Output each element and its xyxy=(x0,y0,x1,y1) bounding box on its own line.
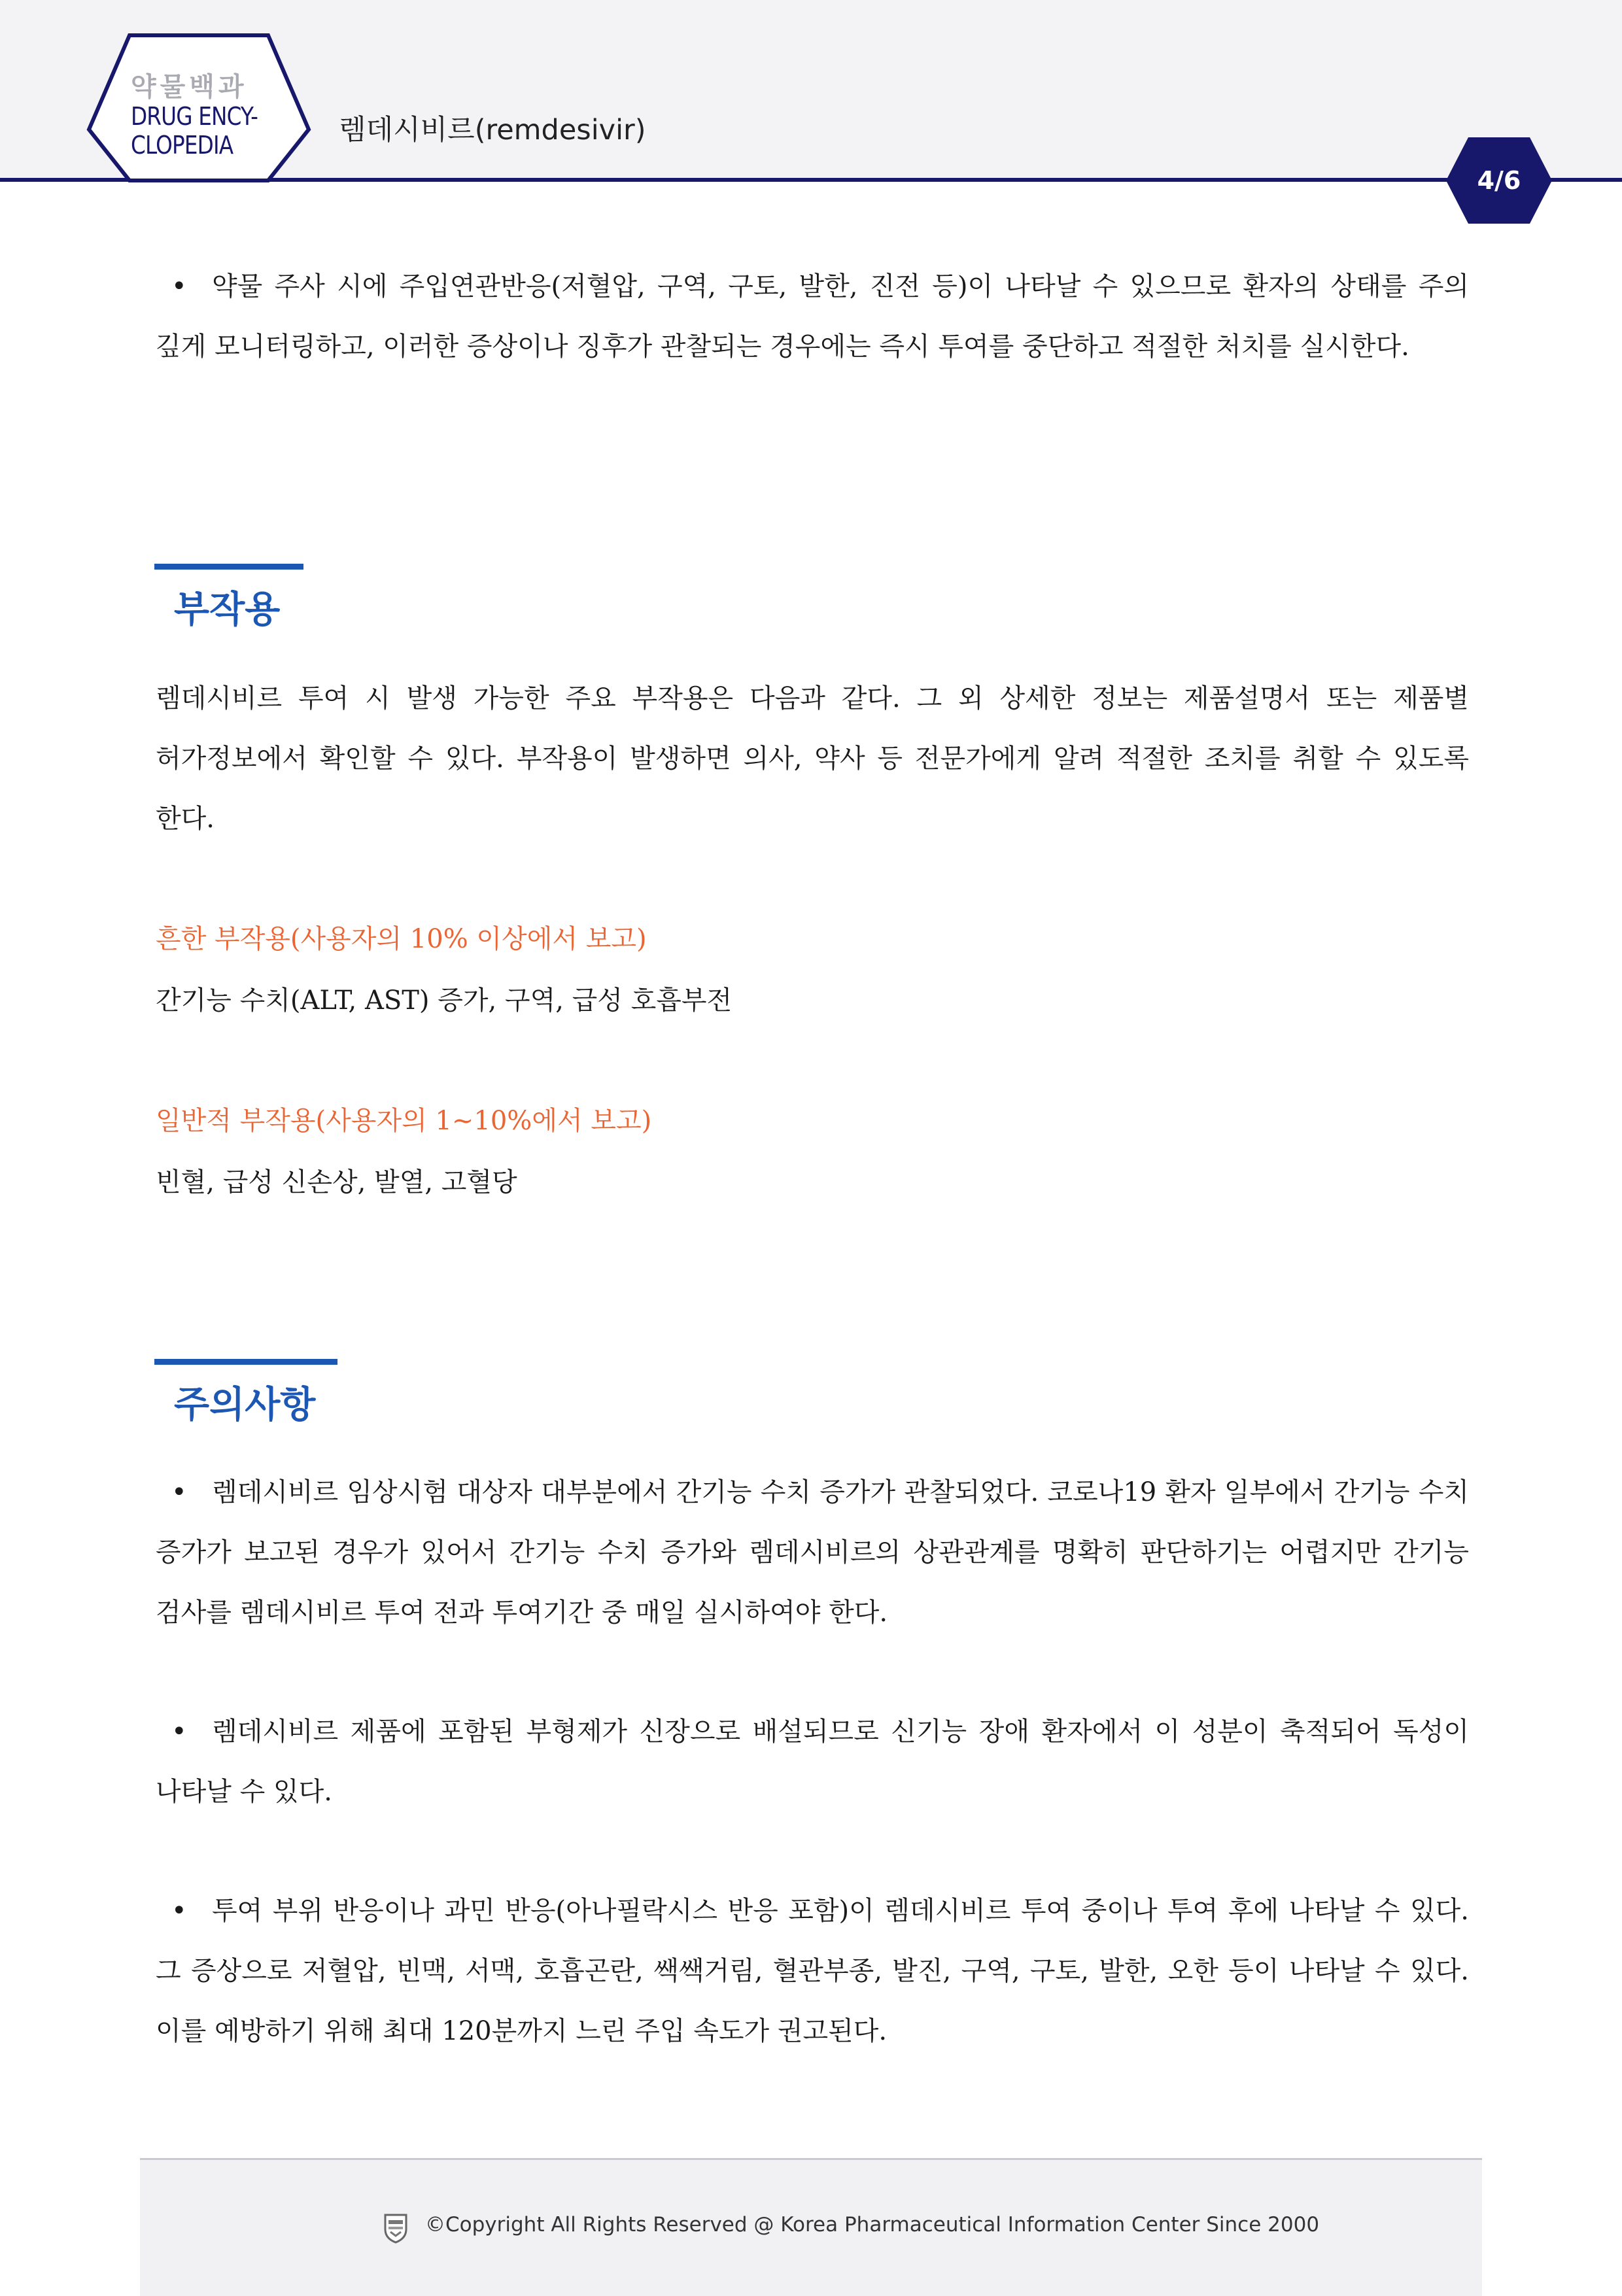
precaution-text: 렘데시비르 제품에 포함된 부형제가 신장으로 배설되므로 신기능 장애 환자에서 이 성분이 축적되어 독성이 나타날 수 있다. xyxy=(156,1717,1469,1807)
section-title-side-effects: 부작용 xyxy=(174,589,281,631)
logo-korean-text: 약물백과 xyxy=(131,72,248,102)
section-bar-precautions xyxy=(154,1359,337,1365)
common-side-effects-list: 간기능 수치(ALT, AST) 증가, 구역, 급성 호흡부전 xyxy=(156,985,733,1016)
precaution-item xyxy=(156,1702,1469,1822)
document-title: 렘데시비르(remdesivir) xyxy=(339,114,646,146)
common-side-effects-heading: 흔한 부작용(사용자의 10% 이상에서 보고) xyxy=(156,924,647,954)
logo-english-line2: CLOPEDIA xyxy=(131,131,233,160)
page-indicator: 4/6 xyxy=(1477,166,1521,195)
shield-crest-icon xyxy=(383,2212,409,2244)
intro-text: 약물 주사 시에 주입연관반응(저혈압, 구역, 구토, 발한, 진전 등)이 나타날 수 있으므로 환자의 상태를 주의 깊게 모니터링하고, 이러한 증상이나 징후가 관찰되는 경우에는 즉시 투여를 중단하고 적절한 처치를 실시한다. xyxy=(156,271,1469,362)
bullet-icon: • xyxy=(171,271,187,301)
general-side-effects-heading: 일반적 부작용(사용자의 1~10%에서 보고) xyxy=(156,1106,652,1136)
bullet-icon: • xyxy=(171,1717,187,1747)
intro-paragraph xyxy=(156,256,1469,377)
section-bar-side-effects xyxy=(154,564,303,570)
bullet-icon: • xyxy=(171,1477,187,1507)
precaution-item xyxy=(156,1881,1469,2061)
precaution-item xyxy=(156,1462,1469,1643)
general-side-effects-list: 빈혈, 급성 신손상, 발열, 고혈당 xyxy=(156,1167,517,1197)
bullet-icon: • xyxy=(171,1896,187,1926)
precaution-text: 렘데시비르 임상시험 대상자 대부분에서 간기능 수치 증가가 관찰되었다. 코로나19 환자 일부에서 간기능 수치 증가가 보고된 경우가 있어서 간기능 수치 증가와 렘데시비르의 상관관계를 명확히 판단하기는 어렵지만 간기능 검사를 렘데시비르 투여 전과 투여기간 중 매일 실시하여야 한다. xyxy=(156,1477,1469,1628)
side-effects-intro: 렘데시비르 투여 시 발생 가능한 주요 부작용은 다음과 같다. 그 외 상세한 정보는 제품설명서 또는 제품별 허가정보에서 확인할 수 있다. 부작용이 발생하면 의사, 약사 등 전문가에게 알려 적절한 조치를 취할 수 있도록 한다. xyxy=(156,683,1469,834)
footer-copyright: ©Copyright All Rights Reserved @ Korea Pharmaceutical Information Center Since 2000 xyxy=(425,2213,1320,2236)
section-title-precautions: 주의사항 xyxy=(174,1384,316,1426)
precaution-text: 투여 부위 반응이나 과민 반응(아나필락시스 반응 포함)이 렘데시비르 투여 중이나 투여 후에 나타날 수 있다. 그 증상으로 저혈압, 빈맥, 서맥, 호흡곤란, 쌕쌕거림, 혈관부종, 발진, 구역, 구토, 발한, 오한 등이 나타날 수 있다. 이를 예방하기 위해 최대 120분까지 느린 주입 속도가 권고된다. xyxy=(156,1896,1469,2046)
logo-english-line1: DRUG ENCY- xyxy=(131,102,258,131)
logo xyxy=(131,72,288,160)
